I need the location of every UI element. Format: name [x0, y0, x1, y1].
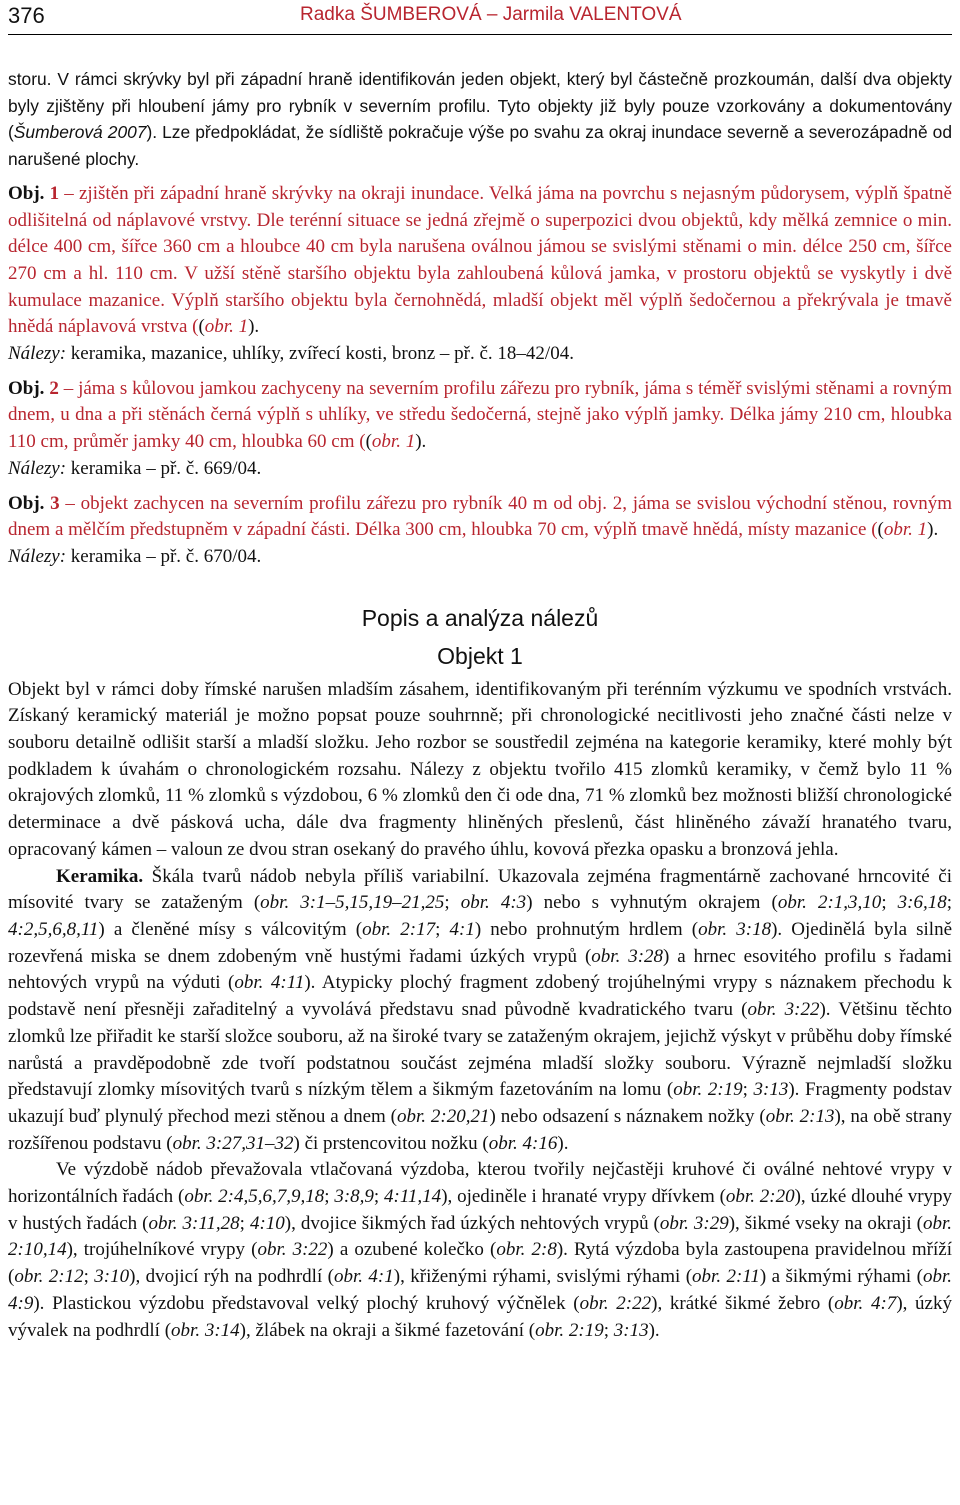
text-fragment: ), dvojicí rýh na podhrdlí ( — [129, 1266, 334, 1288]
figure-reference: 3:8,9 — [334, 1186, 374, 1208]
figure-reference: obr. 3:22 — [257, 1239, 328, 1261]
text-fragment: ) nebo odsazení s náznakem nožky ( — [489, 1105, 766, 1127]
figure-reference: obr. 2:19 — [535, 1319, 604, 1341]
figure-reference: obr. 2:1,3,10 — [777, 892, 882, 914]
figure-reference: obr. 2:20,21 — [397, 1105, 490, 1127]
figure-reference: obr. 3:29 — [659, 1212, 729, 1234]
text-fragment: ) a členěné mísy s válcovitým ( — [98, 918, 363, 940]
figure-reference: 4:10 — [249, 1212, 285, 1234]
text-fragment: ), na obě strany rozšířenou podstavu ( — [8, 1105, 952, 1154]
text-fragment: ), úzký vývalek na podhrdlí ( — [8, 1292, 952, 1341]
text-fragment: ). Většinu těchto zlomků lze přiřadit ke starší složce souboru, až na široké tvary se zataženým okrajem, jejichž výskyt v průběhu doby římské narůstá a pravděpodobně zde tvoří podstatnou součást zejména mladší složky souboru. Výrazně nejmladší složku představují zlomky mísovitých tvarů s nízkým tělem a šikmým fazetováním na lomu ( — [8, 999, 953, 1101]
text-fragment: ). Fragmenty podstav ukazují buď plynulý přechod mezi stěnou a dnem ( — [8, 1079, 952, 1127]
figure-reference: obr. 3:14 — [171, 1319, 240, 1341]
figure-reference: 4:1 — [449, 918, 475, 940]
figure-reference: obr. 1 — [204, 316, 249, 338]
object-label: Obj. — [8, 492, 45, 514]
figure-reference: obr. 1 — [883, 519, 928, 541]
object-description-end: ). — [415, 431, 427, 453]
text-fragment: ) a šikmými rýhami ( — [759, 1266, 923, 1288]
object-entry-1: Obj. 1 – zjištěn při západní hraně skrývky na okraji inundace. Velká jáma na povrchu s nejasným půdorysem, výplň špatně odlišitelná od náplavové vrstvy. Dle terénní situace se jedná zřejmě o superpozici dvou objektů, kdy mělká zemnice o min. délce 400 cm, šířce 360 cm a hloubce 40 cm byla narušena oválnou jámou se svislými stěnami o min. délce 250 cm, šířce 270 cm a hl. 110 cm. V užší stěně staršího objektu byla zahloubená kůlová jamka, v prostoru objektů se vyskytly i dvě kumulace mazanice. Výplň staršího objektu byla černohnědá, mladší objekt měl výplň šedočernou a překrývala je tmavě hnědá náplavová vrstva ((obr. 1). — [8, 182, 952, 338]
text-fragment: ) nebo s vyhnutým okrajem ( — [526, 892, 778, 914]
object-description-end: ). — [927, 519, 939, 541]
figure-reference: 4:2,5,6,8,11 — [8, 918, 99, 940]
text-fragment: ), trojúhelníkové vrypy ( — [66, 1239, 258, 1261]
text-fragment: ). — [557, 1132, 569, 1154]
text-fragment: ; — [324, 1186, 335, 1208]
text-fragment: Škála tvarů nádob nebyla příliš variabilní. Ukazovala zejména fragmentárně zachované hrncovité či mísovité tvary se zataženým ( — [8, 865, 952, 914]
object-entry-2: Obj. 2 – jáma s kůlovou jamkou zachyceny na severním profilu zářezu pro rybník, jáma s téměř svislými stěnami a rovným dnem, u dna a při stěnách černá výplň s uhlíky, ve středu šedočerná, stejně jako výplň jamky. Délka jámy 210 cm, hloubka 110 cm, průměr jamky 40 cm, hloubka 60 cm ((obr. 1). — [8, 377, 952, 453]
text-fragment: ; — [603, 1319, 614, 1341]
subsection-heading: Objekt 1 — [437, 642, 523, 669]
figure-reference: obr. 3:18 — [698, 918, 772, 940]
object-number: 1 — [49, 182, 60, 204]
figure-reference: 4:11,14 — [384, 1186, 442, 1208]
text-fragment: ). Atypicky plochý fragment zdobený trojúhelnými vrypy s náznakem přechodu k podstavě není přesněji zařaditelný a vyvolává představu snad původně kvadratického tvaru ( — [8, 972, 952, 1021]
finds-label: Nálezy: — [8, 457, 67, 479]
object-finds-3 — [8, 544, 952, 571]
paragraph-3-text — [8, 1159, 952, 1340]
keramika-label: Keramika. — [56, 865, 144, 887]
figure-reference: obr. 4:16 — [488, 1132, 558, 1154]
figure-reference: obr. 2:10,14 — [8, 1212, 953, 1261]
object-number: 2 — [49, 377, 59, 399]
figure-reference: 3:13 — [753, 1079, 789, 1101]
figure-reference: obr. 2:12 — [14, 1266, 84, 1288]
figure-reference: obr. 2:8 — [496, 1239, 557, 1261]
text-fragment: ), krátké šikmé žebro ( — [651, 1292, 835, 1314]
running-header — [8, 0, 952, 35]
text-fragment: ) nebo prohnutým hrdlem ( — [474, 918, 699, 940]
figure-reference: obr. 2:11 — [692, 1266, 760, 1288]
paragraph-2-text — [8, 866, 952, 1154]
page-number: 376 — [8, 3, 45, 28]
text-fragment: ; — [946, 892, 953, 914]
text-fragment: ), žlábek na okraji a šikmé fazetování ( — [239, 1319, 536, 1341]
running-title: Radka ŠUMBEROVÁ – Jarmila VALENTOVÁ — [300, 4, 682, 25]
figure-reference: obr. 3:11,28 — [148, 1212, 240, 1234]
text-fragment: ) a ozubené kolečko ( — [327, 1239, 497, 1261]
figure-reference: obr. 3:27,31–32 — [172, 1132, 294, 1154]
text-fragment: ), ojediněle i hranaté vrypy dřívkem ( — [441, 1186, 726, 1208]
figure-reference: obr. 4:3 — [460, 892, 527, 914]
text-fragment: ). Rytá výzdoba byla zastoupena pravidelnou mříží ( — [8, 1239, 952, 1288]
text-fragment: ) a hrnec esovitého profilu s řadami nehtových vrypů na výduti ( — [8, 945, 953, 994]
text-fragment: ). — [648, 1319, 660, 1341]
figure-reference: obr. 2:20 — [725, 1186, 795, 1208]
intro-reference: Šumberová 2007 — [13, 122, 147, 143]
object-description: – zjištěn při západní hraně skrývky na okraji inundace. Velká jáma na povrchu s nejasným půdorysem, výplň špatně odlišitelná od náplavové vrstvy. Dle terénní situace se jedná zřejmě o superpozici dvou objektů, kdy mělká zemnice o min. délce 400 cm, šířce 360 cm a hloubce 40 cm byla narušena oválnou jámou se svislými stěnami o min. délce 250 cm, šířce 270 cm a hl. 110 cm. V užší stěně staršího objektu byla zahloubená kůlová jamka, v prostoru objektů se vyskytly i dvě kumulace mazanice. Výplň staršího objektu byla černohnědá, mladší objekt měl výplň šedočernou a překrývala je tmavě hnědá náplavová vrstva ( — [8, 182, 952, 338]
object-label: Obj. — [8, 182, 45, 204]
intro-text-end: ). Lze předpokládat, že sídliště pokračuje výše po svahu za okraj inundace severně a severozápadně od narušené plochy. — [8, 122, 953, 170]
text-fragment: ). Plastickou výzdobu představoval velký plochý kruhový výčnělek ( — [33, 1292, 580, 1314]
text-fragment: ; — [83, 1266, 95, 1288]
finds-text: keramika – př. č. 669/04. — [66, 457, 262, 479]
figure-reference: obr. 2:19 — [673, 1079, 743, 1101]
text-fragment: ; — [444, 892, 461, 914]
object-number: 3 — [50, 492, 60, 514]
figure-reference: 3:10 — [94, 1266, 130, 1288]
object-finds-2 — [8, 456, 952, 483]
text-fragment: ), dvojice šikmých řad úzkých nehtových vrypů ( — [284, 1212, 660, 1234]
object-description-end: ). — [248, 316, 260, 338]
object-label: Obj. — [8, 377, 45, 399]
figure-reference: obr. 3:1–5,15,19–21,25 — [260, 892, 445, 914]
text-fragment: Ve výzdobě nádob převažovala vtlačovaná výzdoba, kterou tvořily nejčastěji kruhové či oválné nehtové vrypy v horizontálních řadách ( — [8, 1159, 952, 1208]
text-fragment: ; — [742, 1079, 754, 1101]
object-finds-1 — [8, 341, 952, 368]
text-fragment: ). Ojedinělá byla silně rozevřená miska se dnem zdobeným vně hustými řadami úzkých vrypů ( — [8, 918, 953, 967]
figure-reference: obr. 1 — [371, 431, 416, 453]
figure-reference: obr. 4:9 — [8, 1266, 952, 1314]
text-fragment: ) či prstencovitou nožku ( — [293, 1132, 489, 1154]
finds-label: Nálezy: — [8, 343, 67, 365]
text-fragment: ), křiženými rýhami, svislými rýhami ( — [393, 1266, 693, 1288]
content — [8, 66, 952, 1344]
body-paragraph-2 — [8, 864, 952, 1158]
finds-text: keramika, mazanice, uhlíky, zvířecí kosti, bronz – př. č. 18–42/04. — [66, 343, 574, 365]
section-heading: Popis a analýza nálezů — [361, 604, 599, 631]
object-description: – jáma s kůlovou jamkou zachyceny na severním profilu zářezu pro rybník, jáma s téměř svislými stěnami a rovným dnem, u dna a při stěnách černá výplň s uhlíky, ve středu šedočerná, stejně jako výplň jamky. Délka jámy 210 cm, hloubka 110 cm, průměr jamky 40 cm, hloubka 60 cm ( — [8, 377, 952, 453]
figure-reference: obr. 2:17 — [362, 918, 436, 940]
body-paragraph-1: Objekt byl v rámci doby římské narušen mladším zásahem, identifikovaným při terénním výzkumu ve spodních vrstvách. Získaný keramický materiál je možno popsat pouze souhrnně; při chronologické necitlivosti jeho značné části nelze v souboru detailně odlišit starší a mladší složku. Jeho rozbor se soustředil zejména na kategorie keramiky, které mohly být podkladem k úvahám o chronologickém rozsahu. Nálezy z objektu tvořilo 415 zlomků keramiky, v čemž bylo 11 % okrajových zlomků, 11 % zlomků s výzdobou, 6 % zlomků den či ode dna, 71 % zlomků bez možnosti bližší chronologické determinace a dvě pásková ucha, dále dva fragmenty hliněných přeslenů, část hliněného závaží hranatého tvaru, opracovaný kámen – valoun ze dvou stran osekaný do pravého úhlu, kovová přezka opasku a bronzová jehla. — [8, 678, 952, 860]
text-fragment: ), šikmé vseky na okraji ( — [728, 1212, 923, 1234]
text-fragment: ; — [435, 918, 450, 940]
body-paragraph-3 — [8, 1157, 952, 1344]
figure-reference: obr. 4:1 — [333, 1266, 394, 1288]
object-entry-3: Obj. 3 – objekt zachycen na severním profilu zářezu pro rybník 40 m od obj. 2, jáma se svislou východní stěnou, rovným dnem a mělčím předstupněm v západní části. Délka 300 cm, hloubka 70 cm, výplň tmavě hnědá, místy mazanice ((obr. 1). — [8, 492, 953, 541]
figure-reference: obr. 3:28 — [591, 945, 664, 967]
intro-paragraph — [8, 66, 952, 173]
figure-reference: 3:6,18 — [897, 892, 947, 914]
figure-reference: obr. 3:22 — [747, 999, 820, 1021]
figure-reference: obr. 4:11 — [234, 972, 305, 994]
finds-text: keramika – př. č. 670/04. — [66, 545, 262, 567]
object-description: – objekt zachycen na severním profilu zářezu pro rybník 40 m od obj. 2, jáma se svislou východní stěnou, rovným dnem a mělčím předstupněm v západní části. Délka 300 cm, hloubka 70 cm, výplň tmavě hnědá, místy mazanice ( — [8, 492, 953, 541]
intro-text: storu. V rámci skrývky byl při západní hraně identifikován jeden objekt, který byl částečně prozkoumán, další dva objekty byly zjištěny při hloubení jámy pro rybník v severním profilu. Tyto objekty již byly pouze vzorkovány a dokumentovány ( — [8, 69, 952, 143]
figure-reference: obr. 4:7 — [834, 1292, 897, 1314]
text-fragment: ; — [373, 1186, 385, 1208]
figure-reference: obr. 2:22 — [579, 1292, 652, 1314]
figure-reference: obr. 2:13 — [765, 1105, 835, 1127]
figure-reference: obr. 2:4,5,6,7,9,18 — [184, 1186, 325, 1208]
text-fragment: ; — [881, 892, 898, 914]
text-fragment: ), úzké dlouhé vrypy v hustých řadách ( — [8, 1186, 953, 1234]
finds-label: Nálezy: — [8, 545, 67, 567]
figure-reference: 3:13 — [613, 1319, 649, 1341]
text-fragment: ; — [239, 1212, 250, 1234]
